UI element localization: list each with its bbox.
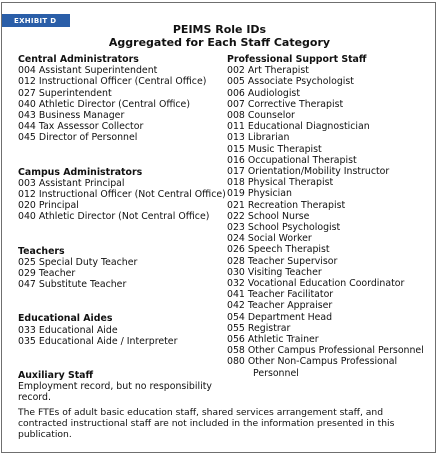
role-label: Educational Diagnostician <box>247 121 370 133</box>
role-code: 023 <box>227 222 245 234</box>
role-code: 002 <box>227 65 245 77</box>
role-item <box>18 132 223 143</box>
role-code: 015 <box>227 143 245 155</box>
role-label: Vocational Education Coordinator <box>247 278 405 290</box>
role-code: 054 <box>227 311 245 323</box>
role-label: Assistant Principal <box>38 177 125 189</box>
role-label: School Nurse <box>247 210 310 222</box>
role-item <box>227 312 427 323</box>
role-label: Associate Psychologist <box>247 76 354 88</box>
role-item <box>18 200 223 211</box>
role-label: Teacher Appraiser <box>247 300 333 312</box>
role-item <box>227 244 427 255</box>
role-label: Teacher Supervisor <box>247 255 338 267</box>
role-item <box>18 178 223 189</box>
role-item <box>18 189 226 201</box>
role-code: 016 <box>227 154 245 166</box>
role-item <box>18 336 223 347</box>
role-code: 041 <box>227 289 245 301</box>
role-label: Athletic Trainer <box>247 334 319 346</box>
role-item <box>227 222 427 233</box>
role-item <box>227 278 427 289</box>
role-code: 042 <box>227 300 245 312</box>
role-item <box>227 110 427 121</box>
role-code: 008 <box>227 110 245 122</box>
role-code: 022 <box>227 210 245 222</box>
role-code: 040 <box>18 98 36 110</box>
role-label: Librarian <box>247 132 290 144</box>
page-subtitle: Aggregated for Each Staff Category <box>108 36 331 49</box>
role-item <box>18 65 223 76</box>
role-item <box>227 177 427 188</box>
role-label: Occupational Therapist <box>247 154 357 166</box>
role-item <box>227 188 427 199</box>
role-code: 012 <box>18 76 36 88</box>
role-label: Department Head <box>247 311 333 323</box>
role-item <box>18 121 223 132</box>
role-item <box>18 257 223 268</box>
role-item <box>18 99 223 110</box>
role-item <box>18 268 223 279</box>
section-title-auxiliary-staff: Auxiliary Staff <box>18 370 94 382</box>
role-item <box>227 267 427 278</box>
role-label: Principal <box>38 200 79 212</box>
role-code: 056 <box>227 334 245 346</box>
role-label: Audiologist <box>247 87 300 99</box>
role-code: 080 <box>227 356 245 368</box>
role-item <box>227 144 427 155</box>
role-item <box>18 76 223 87</box>
section-title-educational-aides: Educational Aides <box>18 313 113 325</box>
auxiliary-description-line2: record. <box>18 392 51 404</box>
role-code: 020 <box>18 200 36 212</box>
role-item <box>227 345 427 356</box>
role-code: 029 <box>18 268 36 280</box>
role-label: Registrar <box>247 322 291 334</box>
role-label: Physician <box>247 188 292 200</box>
role-label: Teacher Facilitator <box>247 289 334 301</box>
section-title-professional-support-staff: Professional Support Staff <box>227 54 367 65</box>
role-item <box>227 300 427 311</box>
section-title-teachers: Teachers <box>18 245 65 257</box>
exhibit-badge: EXHIBIT D <box>2 14 70 27</box>
role-code: 028 <box>227 255 245 267</box>
role-label: Speech Therapist <box>247 244 330 256</box>
role-label: Counselor <box>247 110 295 122</box>
role-code: 026 <box>227 244 245 256</box>
role-code: 033 <box>18 324 36 336</box>
role-code: 043 <box>18 110 36 122</box>
role-label: Social Worker <box>247 233 312 245</box>
role-item <box>227 88 427 99</box>
role-label: Athletic Director (Central Office) <box>38 98 190 110</box>
page-title: PEIMS Role IDs <box>172 23 267 36</box>
role-label: Orientation/Mobility Instructor <box>247 166 390 178</box>
role-label: Assistant Superintendent <box>38 65 158 77</box>
role-label: Visiting Teacher <box>247 266 322 278</box>
role-label: Teacher <box>38 268 76 280</box>
role-code: 040 <box>18 211 36 223</box>
role-item <box>227 166 427 177</box>
role-label: Special Duty Teacher <box>38 256 138 268</box>
role-code: 021 <box>227 199 245 211</box>
role-code: 044 <box>18 121 36 133</box>
role-label: Educational Aide <box>38 324 118 336</box>
role-code: 027 <box>18 87 36 99</box>
role-label: Recreation Therapist <box>247 199 346 211</box>
role-label-continued: Personnel <box>253 367 299 379</box>
role-code: 007 <box>227 98 245 110</box>
role-label: Art Therapist <box>247 65 309 77</box>
role-item <box>227 200 427 211</box>
role-label: Other Non-Campus Professional <box>247 356 398 368</box>
role-item <box>227 356 427 378</box>
role-item <box>227 155 427 166</box>
role-code: 004 <box>18 65 36 77</box>
role-item <box>227 211 427 222</box>
role-item <box>18 279 223 290</box>
role-code: 047 <box>18 279 36 291</box>
role-code: 011 <box>227 121 245 133</box>
role-label: Instructional Officer (Not Central Office) <box>38 189 226 201</box>
auxiliary-description-line1: Employment record, but no responsibility <box>18 381 212 393</box>
role-item <box>18 88 223 99</box>
role-label: Physical Therapist <box>247 177 334 189</box>
role-item <box>227 65 427 76</box>
role-code: 006 <box>227 87 245 99</box>
left-column <box>18 54 226 404</box>
role-label: Director of Personnel <box>38 132 138 144</box>
role-code: 012 <box>18 189 36 201</box>
role-code: 013 <box>227 132 245 144</box>
role-label: Other Campus Professional Personnel <box>247 345 424 357</box>
role-item <box>227 76 427 87</box>
role-item <box>227 132 427 143</box>
role-code: 024 <box>227 233 245 245</box>
role-code: 025 <box>18 256 36 268</box>
role-item <box>227 256 427 267</box>
role-label: Corrective Therapist <box>247 98 344 110</box>
role-label: Business Manager <box>38 110 125 122</box>
role-item <box>227 334 427 345</box>
role-item <box>227 323 427 334</box>
role-item <box>18 110 223 121</box>
role-label: Athletic Director (Not Central Office) <box>38 211 210 223</box>
role-code: 058 <box>227 345 245 357</box>
role-item <box>18 325 223 336</box>
role-item <box>18 211 223 222</box>
role-code: 005 <box>227 76 245 88</box>
footnote: The FTEs of adult basic education staff, shared services arrangement staff, and contracted instructional staff are not included in the information presented in this publication. <box>18 407 395 441</box>
role-item <box>227 99 427 110</box>
role-label: Music Therapist <box>247 143 322 155</box>
role-item <box>227 121 427 132</box>
section-title-central-administrators: Central Administrators <box>18 54 139 65</box>
role-label: Educational Aide / Interpreter <box>38 335 178 347</box>
role-label: Substitute Teacher <box>38 279 127 291</box>
role-code: 019 <box>227 188 245 200</box>
role-label: Instructional Officer (Central Office) <box>38 76 207 88</box>
role-label: Superintendent <box>38 87 112 99</box>
role-code: 003 <box>18 177 36 189</box>
role-label: Tax Assessor Collector <box>38 121 144 133</box>
role-code: 017 <box>227 166 245 178</box>
role-code: 045 <box>18 132 36 144</box>
role-label: School Psychologist <box>247 222 341 234</box>
right-column <box>227 54 427 379</box>
role-item <box>227 289 427 300</box>
role-item <box>227 233 427 244</box>
role-code: 035 <box>18 335 36 347</box>
role-code: 030 <box>227 266 245 278</box>
role-code: 055 <box>227 322 245 334</box>
role-code: 018 <box>227 177 245 189</box>
role-code: 032 <box>227 278 245 290</box>
section-title-campus-administrators: Campus Administrators <box>18 166 143 178</box>
